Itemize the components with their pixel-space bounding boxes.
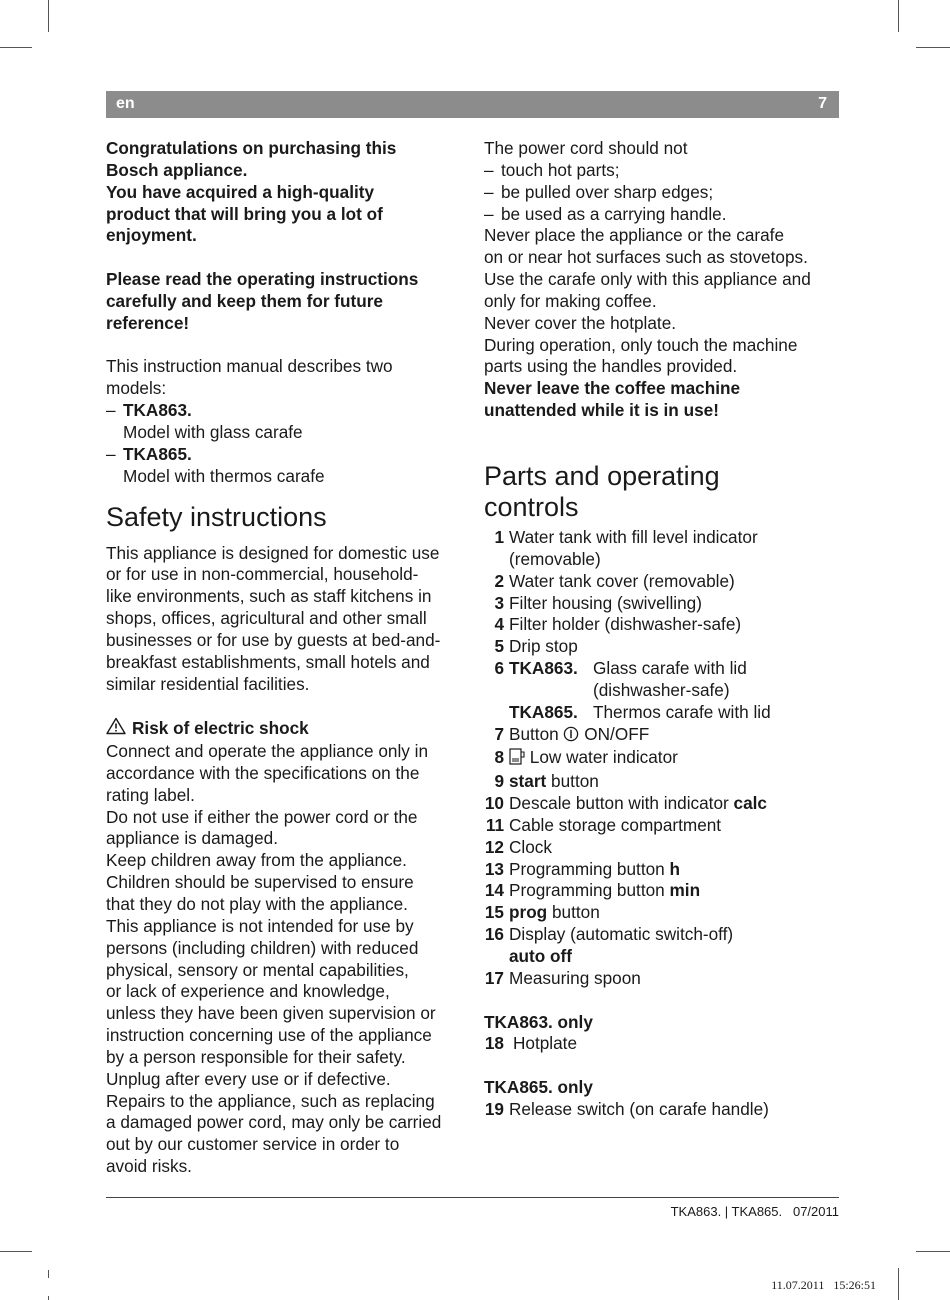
text-line: Never cover the hotplate. (484, 312, 677, 333)
item-number: 13 (484, 858, 504, 879)
item-text: Button (509, 723, 559, 744)
item-number: 19 (484, 1098, 504, 1119)
item-number: 5 (494, 636, 504, 657)
text-line: parts using the handles provided. (484, 356, 738, 377)
list-item (484, 968, 844, 990)
item-number: 10 (484, 793, 504, 814)
list-item (484, 593, 844, 615)
list-item (106, 400, 466, 422)
model-name: TKA865. (123, 443, 192, 464)
list-dash: – (484, 159, 494, 180)
list-item (484, 527, 844, 571)
warning-triangle-icon (106, 717, 132, 741)
text-line: shops, offices, agricultural and other small (106, 608, 427, 629)
text-line: breakfast establishments, small hotels and (106, 651, 430, 672)
item-number: 1 (494, 526, 504, 547)
text-line: Bosch appliance. (106, 159, 248, 180)
item-number: 14 (484, 880, 504, 901)
text-line: Children should be supervised to ensure (106, 872, 414, 893)
list-dash: – (106, 400, 116, 421)
text-line: Unplug after every use or if defective. (106, 1068, 391, 1089)
list-text: be used as a carrying handle. (501, 203, 727, 224)
risk-paragraph (106, 741, 466, 1178)
crop-mark (48, 1296, 49, 1300)
model-name: TKA863. (509, 658, 578, 679)
text-line: instruction concerning use of the appliance (106, 1025, 432, 1046)
text-line: enjoyment. (106, 225, 197, 246)
text-line: or for use in non-commercial, household- (106, 564, 419, 585)
text-line: avoid risks. (106, 1156, 192, 1177)
cord-list (484, 160, 844, 226)
text-line: reference! (106, 312, 190, 333)
item-number: 6 (494, 658, 504, 679)
safety-heading: Safety instructions (106, 501, 327, 532)
cord-paragraph (484, 225, 844, 378)
item-text: Thermos carafe with lid (593, 701, 771, 722)
model-name: TKA863. (123, 400, 192, 421)
text-line: Never leave the coffee machine (484, 378, 741, 399)
list-item (484, 837, 844, 859)
list-dash: – (484, 181, 494, 202)
item-text: Display (automatic switch-off) (509, 924, 734, 945)
parts-list (484, 527, 844, 1121)
item-text: Release switch (on carafe handle) (509, 1098, 769, 1119)
models-intro (106, 356, 466, 400)
read-instructions-note (106, 269, 466, 335)
item-text: Water tank cover (removable) (509, 570, 735, 591)
text-line: carefully and keep them for future (106, 290, 383, 311)
page-header-bar (106, 91, 839, 118)
item-text: button (551, 771, 599, 792)
item-number: 7 (494, 723, 504, 744)
item-text: Glass carafe with lid (593, 658, 747, 679)
list-item (484, 182, 844, 204)
item-text: Drip stop (509, 636, 578, 657)
risk-title: Risk of electric shock (132, 718, 309, 739)
text-line: that they do not play with the appliance. (106, 894, 408, 914)
list-dash: – (484, 203, 494, 224)
text-line: Use the carafe only with this appliance and (484, 269, 811, 290)
item-keyword: prog (509, 902, 548, 923)
model-only-heading: TKA865. only (484, 1077, 593, 1098)
model-description: Model with thermos carafe (123, 465, 325, 486)
list-item (484, 771, 844, 793)
text-line: This appliance is designed for domestic use (106, 542, 440, 563)
text-line: Please read the operating instructions (106, 269, 419, 290)
list-item (484, 1099, 844, 1121)
list-item (484, 571, 844, 593)
text-line: models: (106, 378, 167, 399)
text-line: product that will bring you a lot of (106, 203, 383, 224)
footer-models-date: TKA863. | TKA865. 07/2011 (670, 1204, 839, 1219)
text-line: Keep children away from the appliance. (106, 850, 407, 871)
page-number: 7 (818, 95, 827, 112)
heading-line: Parts and operating (484, 460, 720, 491)
list-item (484, 658, 844, 724)
text-line: This appliance is not intended for use by (106, 915, 414, 936)
left-column (106, 138, 466, 1178)
list-item (484, 924, 844, 968)
list-item (484, 793, 844, 815)
list-item (484, 880, 844, 902)
text-line: businesses or for use by guests at bed-and- (106, 629, 441, 650)
list-item (484, 204, 844, 226)
list-item (484, 815, 844, 837)
item-text: Water tank with fill level indicator (509, 526, 758, 547)
item-text: (dishwasher-safe) (593, 679, 730, 700)
text-line: only for making coffee. (484, 290, 657, 311)
item-text: (removable) (509, 548, 601, 569)
item-text: Low water indicator (529, 747, 678, 768)
model-list (106, 400, 466, 487)
model-only-heading: TKA863. only (484, 1011, 593, 1032)
item-text: Filter holder (dishwasher-safe) (509, 614, 742, 635)
item-number: 9 (494, 771, 504, 792)
text-line: a damaged power cord, may only be carried (106, 1112, 442, 1133)
item-keyword: calc (733, 793, 767, 814)
right-column (484, 138, 844, 1121)
item-number: 8 (494, 747, 504, 768)
list-item (484, 724, 844, 748)
list-item (484, 747, 844, 771)
item-number: 16 (484, 924, 504, 945)
list-item (484, 1033, 844, 1055)
text-line: Never place the appliance or the carafe (484, 225, 785, 246)
text-line: rating label. (106, 784, 195, 805)
text-line: similar residential facilities. (106, 673, 310, 694)
crop-mark (898, 0, 899, 32)
item-number: 4 (494, 614, 504, 635)
intro-congratulations (106, 138, 466, 247)
text-line: unattended while it is in use! (484, 400, 719, 421)
list-item (484, 160, 844, 182)
item-number: 17 (484, 967, 504, 988)
list-dash: – (106, 443, 116, 464)
text-line: appliance is damaged. (106, 828, 278, 849)
text-line: During operation, only touch the machine (484, 334, 798, 355)
item-text: Programming button (509, 858, 665, 879)
list-item (484, 614, 844, 636)
list-item (484, 859, 844, 881)
crop-mark (48, 1270, 49, 1278)
text-line: Connect and operate the appliance only in (106, 741, 429, 762)
language-code: en (116, 95, 135, 112)
footer-rule (106, 1197, 839, 1198)
item-keyword: auto off (509, 946, 573, 966)
item-text: Programming button (509, 880, 665, 901)
list-text: touch hot parts; (501, 159, 620, 180)
item-keyword: start (509, 771, 547, 792)
item-keyword: min (669, 880, 701, 901)
text-line: or lack of experience and knowledge, (106, 981, 390, 1002)
item-number: 11 (485, 814, 504, 835)
item-number: 12 (484, 836, 504, 857)
text-line: on or near hot surfaces such as stovetops. (484, 247, 808, 268)
item-text: Hotplate (513, 1033, 578, 1054)
list-text: be pulled over sharp edges; (501, 181, 714, 202)
text-line: Do not use if either the power cord or the (106, 806, 418, 827)
risk-heading (106, 717, 466, 741)
text-line: by a person responsible for their safety. (106, 1046, 406, 1067)
text-line: persons (including children) with reduced (106, 937, 419, 958)
text-line: unless they have been given supervision or (106, 1003, 436, 1024)
item-text: button (551, 902, 600, 923)
item-number: 3 (494, 592, 504, 613)
item-text: Cable storage compartment (509, 814, 722, 835)
item-text: Clock (509, 836, 552, 857)
crop-mark (0, 1251, 32, 1252)
list-item (484, 636, 844, 658)
item-number: 15 (484, 902, 504, 923)
crop-mark (916, 1251, 950, 1252)
never-leave-warning (484, 378, 844, 422)
heading-line: controls (484, 491, 579, 522)
text-line: physical, sensory or mental capabilities, (106, 959, 409, 980)
text-line: This instruction manual describes two (106, 356, 393, 377)
item-number: 18 (484, 1033, 504, 1054)
list-item (106, 444, 466, 466)
item-text: ON/OFF (584, 723, 650, 744)
item-number: 2 (494, 570, 504, 591)
power-icon (563, 726, 579, 748)
item-text: Descale button with indicator (509, 793, 729, 814)
text-line: out by our customer service in order to (106, 1134, 400, 1155)
text-line: accordance with the specifications on the (106, 762, 420, 783)
item-text: Filter housing (swivelling) (509, 592, 702, 613)
safety-paragraph (106, 543, 466, 696)
model-description: Model with glass carafe (123, 421, 303, 442)
water-tank-icon (509, 748, 525, 771)
text-line: You have acquired a high-quality (106, 181, 375, 202)
item-keyword: h (669, 858, 681, 879)
model-name: TKA865. (509, 701, 578, 722)
crop-mark (916, 47, 950, 48)
crop-mark (48, 0, 49, 32)
text-line: Repairs to the appliance, such as replacing (106, 1090, 435, 1111)
cord-intro: The power cord should not (484, 138, 688, 158)
text-line: Congratulations on purchasing this (106, 138, 397, 158)
crop-mark (0, 47, 32, 48)
list-item (484, 902, 844, 924)
print-timestamp: 11.07.2011 15:26:51 (771, 1278, 876, 1292)
item-text: Measuring spoon (509, 967, 641, 988)
parts-heading (484, 461, 844, 523)
crop-mark (898, 1268, 899, 1300)
text-line: like environments, such as staff kitchens in (106, 586, 432, 607)
